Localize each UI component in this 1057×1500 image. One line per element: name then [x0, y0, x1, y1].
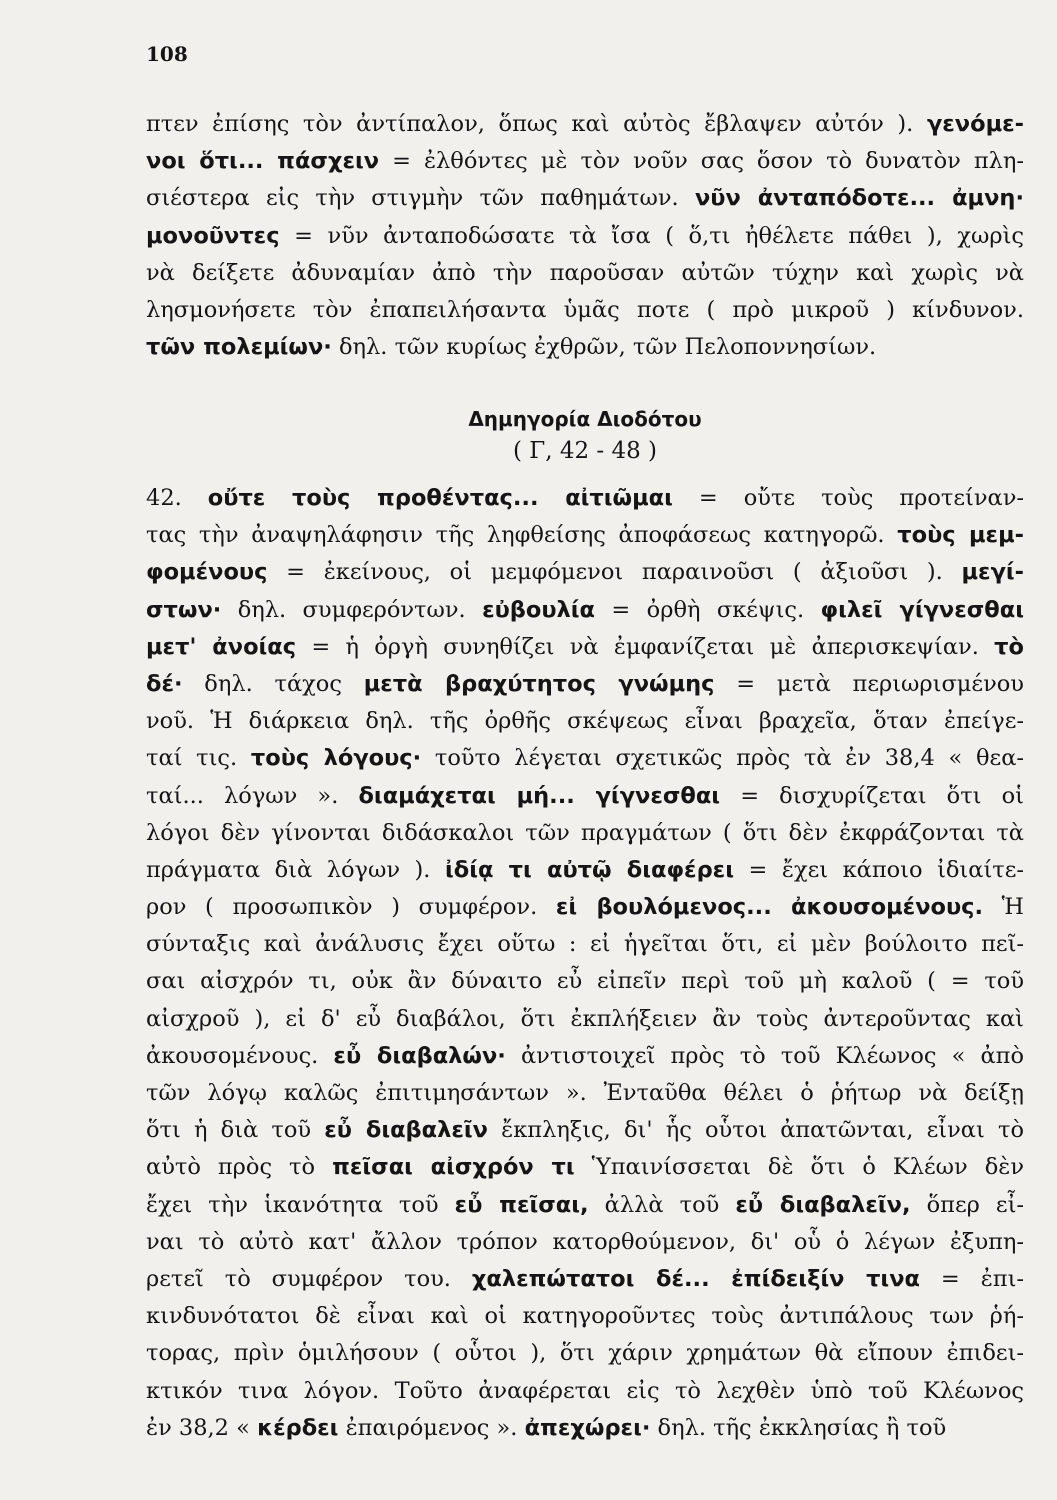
lemma-bold: δέ·	[146, 670, 183, 697]
gloss-text: ἀλλὰ τοῦ	[588, 1191, 736, 1218]
lemma-bold: οὔτε τοὺς προθέντας... αἰτιῶμαι	[207, 485, 673, 511]
gloss-text: = νῦν ἀνταποδώσατε τὰ ἴσα ( ὅ,τι ἠθέλετε πάθει ), χωρὶς	[279, 222, 1024, 249]
gloss-text: αἰσχροῦ ), εἰ δ' εὖ διαβάλοι, ὅτι ἐκπλήξειεν ἂν τοὺς ἀντεροῦντας καὶ	[146, 1005, 1024, 1032]
lemma-bold: εὖ πεῖσαι,	[454, 1191, 589, 1218]
text-line	[146, 255, 1024, 292]
text-line	[146, 1261, 1024, 1298]
gloss-text: ἀντιστοιχεῖ πρὸς τὸ τοῦ Κλέωνος « ἀπὸ	[505, 1042, 1024, 1069]
gloss-text: νὰ δείξετε ἀδυναμίαν ἀπὸ τὴν παροῦσαν αὐτῶν τύχην καὶ χωρὶς νὰ	[146, 259, 1024, 286]
lemma-bold: ἀπεχώρει·	[524, 1414, 651, 1441]
text-line	[146, 106, 1024, 143]
lemma-bold: εὖ διαβαλεῖν,	[735, 1191, 911, 1218]
gloss-text: Ὑπαινίσσεται δὲ ὅτι ὁ Κλέων δὲν	[574, 1154, 1024, 1181]
gloss-text: ρον ( προσωπικὸν ) συμφέρον.	[146, 894, 556, 921]
gloss-text: νοῦ. Ἡ διάρκεια δηλ. τῆς ὀρθῆς σκέψεως εἶναι βραχεῖα, ὅταν ἐπείγε-	[146, 708, 1024, 735]
text-line	[146, 1298, 1024, 1335]
gloss-text: = μετὰ περιωρισμένου	[714, 670, 1024, 697]
gloss-text: δηλ. τῶν κυρίως ἐχθρῶν, τῶν Πελοποννησίων.	[331, 334, 877, 361]
gloss-text: = ἐπι-	[919, 1265, 1024, 1292]
lemma-bold: εὖ διαβαλεῖν	[324, 1117, 488, 1144]
text-line	[146, 1224, 1024, 1261]
lemma-bold: φιλεῖ γίγνεσθαι	[820, 596, 1024, 623]
lemma-bold: νῦν ἀνταπόδοτε... ἀμνη·	[694, 185, 1024, 212]
page-number: 108	[146, 42, 188, 66]
text-line	[146, 329, 1024, 366]
text-line	[146, 592, 1024, 629]
text-line	[146, 963, 1024, 1000]
gloss-text: κινδυνότατοι δὲ εἶναι καὶ οἱ κατηγοροῦντες τοὺς ἀντιπάλους των ῥή-	[146, 1303, 1024, 1330]
gloss-text: πτεν ἐπίσης τὸν ἀντίπαλον, ὅπως καὶ αὐτὸς ἔβλαψεν αὐτόν ).	[146, 111, 927, 137]
gloss-text: λόγοι δὲν γίνονται διδάσκαλοι τῶν πραγμάτων ( ὅτι δὲν ἐκφράζονται τὰ	[146, 819, 1024, 846]
gloss-text: δηλ. συμφερόντων.	[221, 596, 483, 623]
text-line	[146, 218, 1024, 255]
text-line	[146, 1149, 1024, 1186]
lemma-bold: φομένους	[146, 559, 268, 586]
text-line	[146, 292, 1024, 329]
text-line	[146, 143, 1024, 180]
gloss-text: ναι τὸ αὐτὸ κατ' ἄλλον τρόπον κατορθούμενον, δι' οὗ ὁ λέγων ἐξυπη-	[146, 1228, 1024, 1255]
gloss-text: τοῦτο λέγεται σχετικῶς πρὸς τὰ ἐν 38,4 « θεα-	[421, 745, 1024, 772]
text-line	[146, 1335, 1024, 1372]
text-line	[146, 926, 1024, 963]
lemma-bold: μεγί-	[961, 559, 1024, 586]
text-line	[146, 1373, 1024, 1410]
lemma-bold: μονοῦντες	[146, 222, 280, 249]
lemma-bold: διαμάχεται μή... γίγνεσθαι	[358, 782, 721, 809]
lemma-bold: τοὺς μεμ-	[897, 522, 1024, 549]
lemma-bold: εὖ διαβαλών·	[333, 1042, 506, 1069]
text-line	[146, 1075, 1024, 1112]
text-line	[146, 740, 1024, 777]
text-line	[146, 1001, 1024, 1038]
section-reference: ( Γ, 42 - 48 )	[512, 438, 658, 464]
section-heading: Δημηγορία Διοδότου	[468, 407, 702, 431]
gloss-text: ὅτι ἡ διὰ τοῦ	[146, 1117, 325, 1144]
text-line	[146, 1410, 1024, 1447]
text-line	[146, 517, 1024, 554]
lemma-bold: τῶν πολεμίων·	[146, 334, 332, 361]
text-line	[146, 852, 1024, 889]
gloss-text: πράγματα διὰ λόγων ).	[146, 856, 445, 883]
gloss-text: = ἔχει κάποιο ἰδιαίτε-	[733, 856, 1024, 883]
text-line	[146, 815, 1024, 852]
text-line	[146, 180, 1024, 217]
lemma-bold: στων·	[146, 596, 222, 623]
lemma-bold: τοὺς λόγους·	[250, 745, 422, 772]
gloss-text: ρετεῖ τὸ συμφέρον του.	[146, 1265, 472, 1292]
text-line	[146, 554, 1024, 591]
gloss-text: ἐν 38,2 «	[146, 1414, 258, 1441]
gloss-text: ἔχει τὴν ἱκανότητα τοῦ	[146, 1191, 455, 1218]
intro-paragraph	[146, 106, 1024, 366]
lemma-bold: κέρδει	[257, 1414, 339, 1441]
gloss-text: = δισχυρίζεται ὅτι οἱ	[720, 782, 1024, 809]
lemma-bold: εὐβουλία	[482, 596, 596, 623]
gloss-text: ταί... λόγων ».	[146, 782, 359, 809]
lemma-bold: εἰ βουλόμενος... ἀκουσομένους.	[555, 894, 984, 921]
gloss-text: ὅπερ εἶ-	[910, 1191, 1024, 1218]
gloss-text: λησμονήσετε τὸν ἐπαπειλήσαντα ὑμᾶς ποτε ( πρὸ μικροῦ ) κίνδυνον.	[146, 296, 1024, 323]
gloss-text: τορας, πρὶν ὁμιλήσουν ( οὗτοι ), ὅτι χάριν χρημάτων θὰ εἴπουν ἐπιδει-	[146, 1340, 1024, 1367]
gloss-text: = ἐκείνους, οἱ μεμφόμενοι παραινοῦσι ( ἀξιοῦσι ).	[267, 559, 962, 586]
gloss-text: ἀκουσομένους.	[146, 1042, 334, 1069]
lemma-bold: μετ' ἀνοίας	[146, 633, 297, 660]
text-line	[146, 1187, 1024, 1224]
text-line	[146, 1038, 1024, 1075]
gloss-text: αὐτὸ πρὸς τὸ	[146, 1154, 333, 1181]
text-line	[146, 778, 1024, 815]
gloss-text: τας τὴν ἀναψηλάφησιν τῆς ληφθείσης ἀποφάσεως κατηγορῶ.	[146, 522, 898, 549]
lemma-bold: τὸ	[994, 633, 1024, 660]
commentary-paragraph	[146, 480, 1024, 1447]
text-line	[146, 480, 1024, 517]
gloss-text: ἔκπληξις, δι' ἧς οὗτοι ἀπατῶνται, εἶναι τὸ	[487, 1117, 1024, 1144]
lemma-bold: γενόμε-	[926, 111, 1024, 137]
gloss-text: Ἡ	[983, 894, 1024, 921]
gloss-text: τῶν λόγῳ καλῶς ἐπιτιμησάντων ». Ἐνταῦθα θέλει ὁ ῥήτωρ νὰ δείξῃ	[146, 1080, 1024, 1106]
text-line	[146, 1112, 1024, 1149]
gloss-text: σαι αἰσχρόν τι, οὐκ ἂν δύναιτο εὖ εἰπεῖν περὶ τοῦ μὴ καλοῦ ( = τοῦ	[146, 968, 1024, 995]
gloss-text: = οὔτε τοὺς προτείναν-	[672, 485, 1024, 511]
lemma-bold: νοι ὅτι... πάσχειν	[146, 148, 380, 175]
gloss-text: σύνταξις καὶ ἀνάλυσις ἔχει οὕτω : εἰ ἡγεῖται ὅτι, εἰ μὲν βούλοιτο πεῖ-	[146, 931, 1024, 958]
lemma-bold: πεῖσαι αἰσχρόν τι	[332, 1154, 575, 1181]
gloss-text: = ἐλθόντες μὲ τὸν νοῦν σας ὅσον τὸ δυνατὸν πλη-	[379, 148, 1024, 175]
gloss-text: κτικόν τινα λόγον. Τοῦτο ἀναφέρεται εἰς τὸ λεχθὲν ὑπὸ τοῦ Κλέωνος	[146, 1377, 1024, 1404]
gloss-text: ἐπαιρόμενος ».	[338, 1414, 525, 1441]
gloss-text: δηλ. τῆς ἐκκλησίας ἢ τοῦ	[650, 1414, 947, 1441]
gloss-text: 42.	[146, 485, 208, 511]
gloss-text: σιέστερα εἰς τὴν στιγμὴν τῶν παθημάτων.	[146, 185, 695, 212]
text-line	[146, 889, 1024, 926]
text-line	[146, 629, 1024, 666]
gloss-text: ταί τις.	[146, 745, 251, 772]
text-line	[146, 703, 1024, 740]
lemma-bold: μετὰ βραχύτητος γνώμης	[363, 670, 715, 697]
gloss-text: = ὀρθὴ σκέψις.	[595, 596, 821, 623]
lemma-bold: χαλεπώτατοι δέ... ἐπίδειξίν τινα	[471, 1265, 920, 1292]
lemma-bold: ἰδίᾳ τι αὐτῷ διαφέρει	[445, 856, 734, 883]
text-line	[146, 666, 1024, 703]
gloss-text: δηλ. τάχος	[182, 670, 364, 697]
gloss-text: = ἡ ὀργὴ συνηθίζει νὰ ἐμφανίζεται μὲ ἀπερισκεψίαν.	[296, 633, 995, 660]
